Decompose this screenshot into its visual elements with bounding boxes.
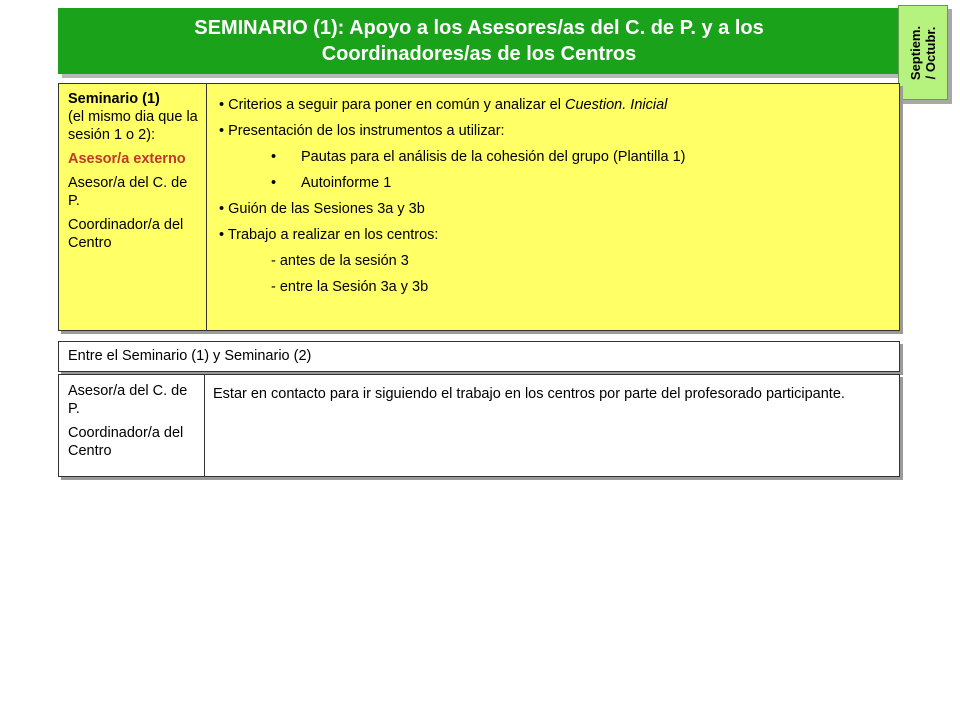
date-badge-line2: / Octubr. (923, 26, 938, 79)
seminar-1-roles (59, 84, 207, 330)
date-badge-line1: Septiem. (908, 25, 923, 80)
role-external-advisor: Asesor/a externo (68, 151, 186, 167)
sub-item-text: Pautas para el análisis de la cohesión del grupo (Plantilla 1) (301, 149, 686, 165)
list-item (219, 92, 899, 118)
between-seminars-header: Entre el Seminario (1) y Seminario (2) (58, 341, 900, 372)
between-seminars-roles (59, 375, 205, 476)
between-seminars-content: Estar en contacto para ir siguiendo el trabajo en los centros por parte del profesorado participante. (213, 386, 845, 402)
dash-item: - antes de la sesión 3 (271, 253, 409, 269)
seminar-1-box (58, 83, 900, 331)
role-cp-advisor: Asesor/a del C. de P. (68, 175, 188, 209)
bullet: • (271, 149, 277, 165)
date-badge (898, 5, 948, 100)
bullet: • (271, 175, 277, 191)
dash-item: - entre la Sesión 3a y 3b (271, 279, 429, 295)
list-item: • Guión de las Sesiones 3a y 3b (219, 201, 425, 217)
item1-text: • Criterios a seguir para poner en común y analizar el (219, 97, 565, 113)
seminar-1-content (207, 84, 899, 330)
role-coordinator: Coordinador/a del Centro (68, 425, 184, 459)
role-coordinator: Coordinador/a del Centro (68, 217, 184, 251)
role-cp-advisor: Asesor/a del C. de P. (68, 383, 188, 417)
list-item: • Presentación de los instrumentos a utilizar: (219, 123, 505, 139)
list-item: • Trabajo a realizar en los centros: (219, 227, 439, 243)
seminar-1-note: (el mismo dia que la sesión 1 o 2): (68, 109, 198, 143)
between-seminars-box (58, 374, 900, 477)
item1-emphasis: Cuestion. Inicial (565, 97, 668, 113)
page-title: SEMINARIO (1): Apoyo a los Asesores/as del C. de P. y a los Coordinadores/as de los Centros (58, 8, 900, 74)
seminar-1-heading: Seminario (1) (68, 91, 160, 107)
sub-list-item (219, 144, 899, 170)
sub-item-text: Autoinforme 1 (301, 175, 392, 191)
sub-list-item (219, 170, 899, 196)
